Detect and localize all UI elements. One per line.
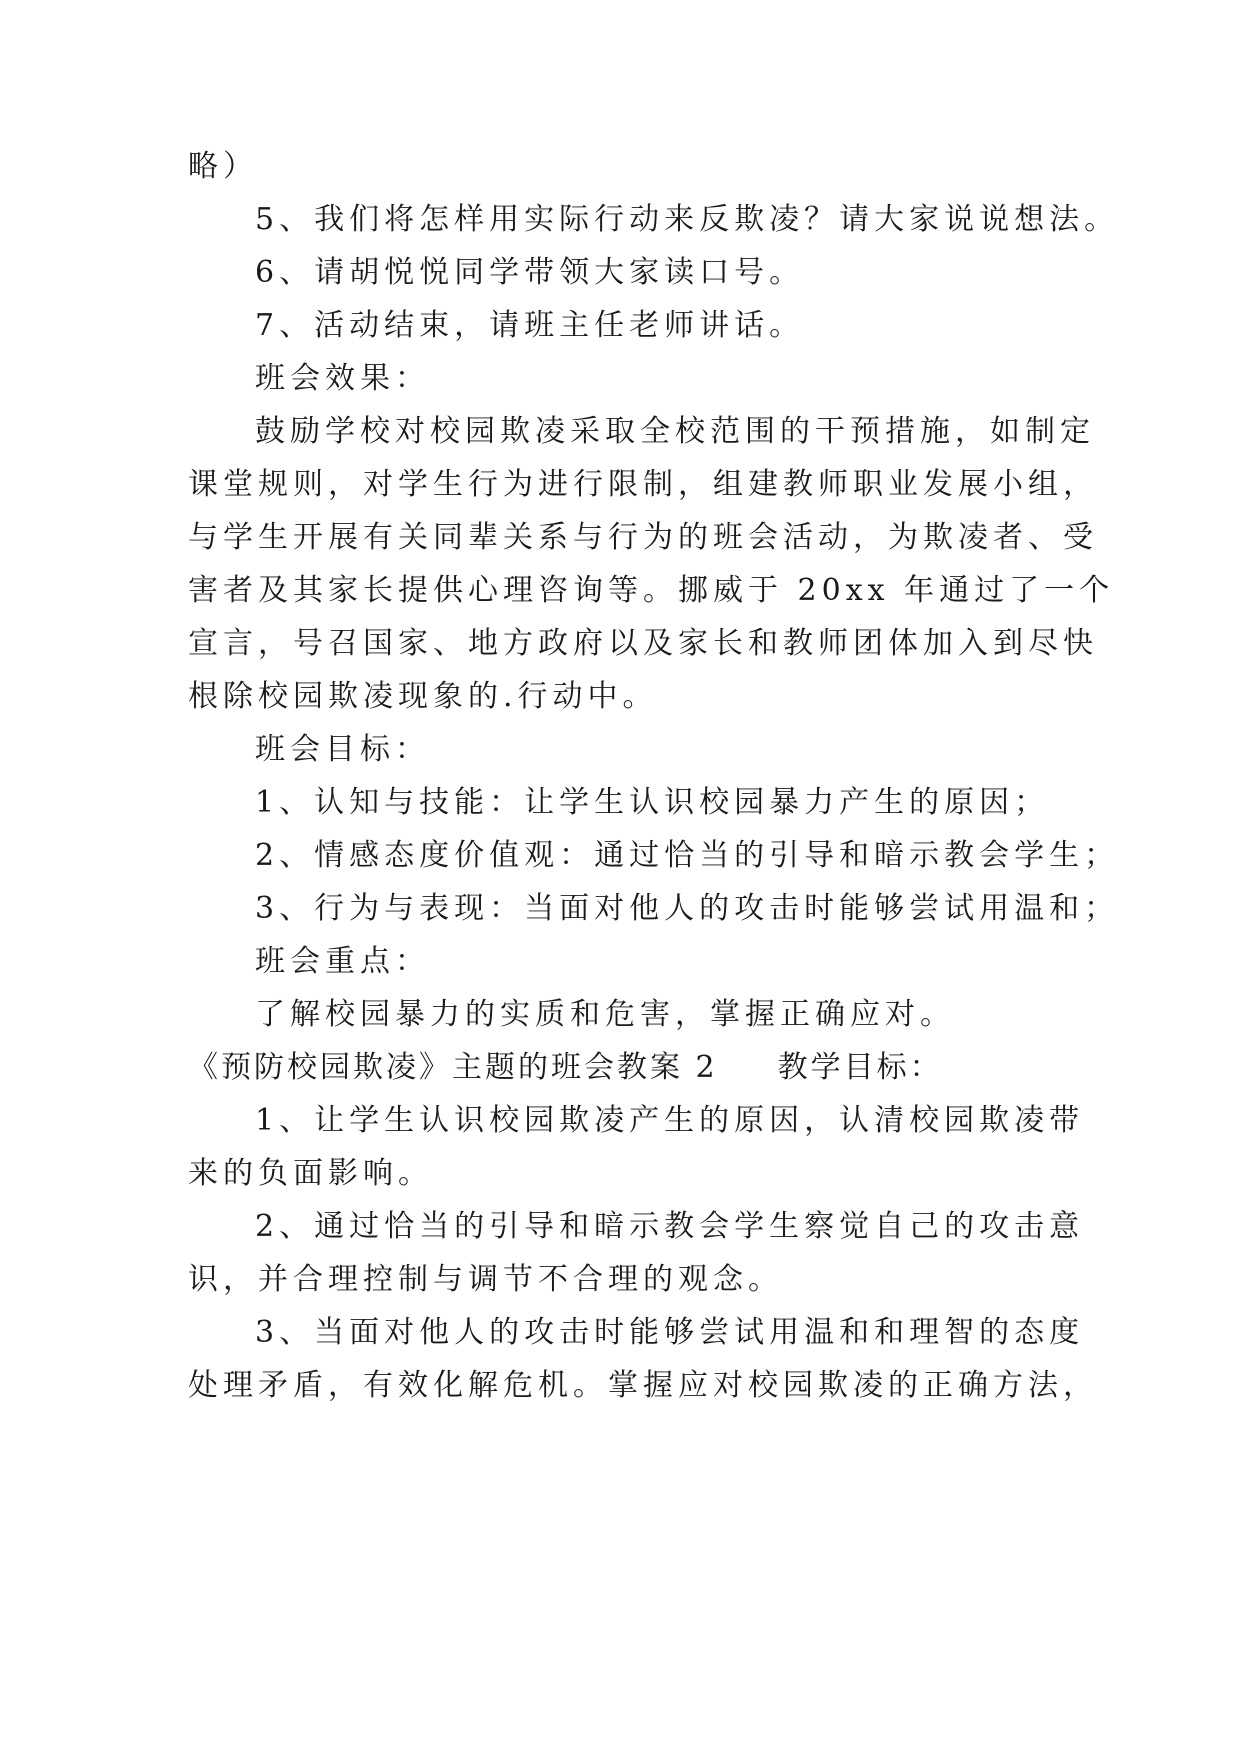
paragraph-line: 鼓励学校对校园欺凌采取全校范围的干预措施，如制定	[255, 414, 1095, 449]
list-item: 2、通过恰当的引导和暗示教会学生察觉自己的攻击意	[255, 1209, 1085, 1244]
list-item-continuation: 处理矛盾，有效化解危机。掌握应对校园欺凌的正确方法，	[188, 1368, 1098, 1403]
text-line: 略）	[188, 149, 258, 184]
list-item: 1、让学生认识校园欺凌产生的原因，认清校园欺凌带	[255, 1103, 1085, 1138]
list-item: 6、请胡悦悦同学带领大家读口号。	[255, 255, 805, 290]
list-item-continuation: 识，并合理控制与调节不合理的观念。	[188, 1262, 783, 1297]
section-heading: 班会目标：	[255, 732, 430, 767]
list-item-continuation: 来的负面影响。	[188, 1156, 433, 1191]
list-item: 1、认知与技能：让学生认识校园暴力产生的原因；	[255, 785, 1050, 820]
paragraph-line: 与学生开展有关同辈关系与行为的班会活动，为欺凌者、受	[188, 520, 1098, 555]
section-heading: 班会效果：	[255, 361, 430, 396]
paragraph-line: 课堂规则，对学生行为进行限制，组建教师职业发展小组，	[188, 467, 1098, 502]
list-item: 5、我们将怎样用实际行动来反欺凌？请大家说说想法。	[255, 202, 1120, 237]
paragraph-line: 害者及其家长提供心理咨询等。挪威于 20xx 年通过了一个	[188, 573, 1115, 608]
list-item: 3、当面对他人的攻击时能够尝试用温和和理智的态度	[255, 1315, 1085, 1350]
list-item: 2、情感态度价值观：通过恰当的引导和暗示教会学生；	[255, 838, 1120, 873]
lesson-plan-heading	[188, 1048, 1068, 1088]
section-heading: 班会重点：	[255, 944, 430, 979]
list-item: 7、活动结束，请班主任老师讲话。	[255, 308, 805, 343]
paragraph-line: 根除校园欺凌现象的.行动中。	[188, 679, 658, 714]
teaching-goals-label: 教学目标：	[777, 1050, 943, 1085]
paragraph-line: 了解校园暴力的实质和危害，掌握正确应对。	[255, 997, 955, 1032]
list-item: 3、行为与表现：当面对他人的攻击时能够尝试用温和；	[255, 891, 1120, 926]
lesson-plan-title: 《预防校园欺凌》主题的班会教案 2	[188, 1050, 718, 1085]
paragraph-line: 宣言，号召国家、地方政府以及家长和教师团体加入到尽快	[188, 626, 1098, 661]
